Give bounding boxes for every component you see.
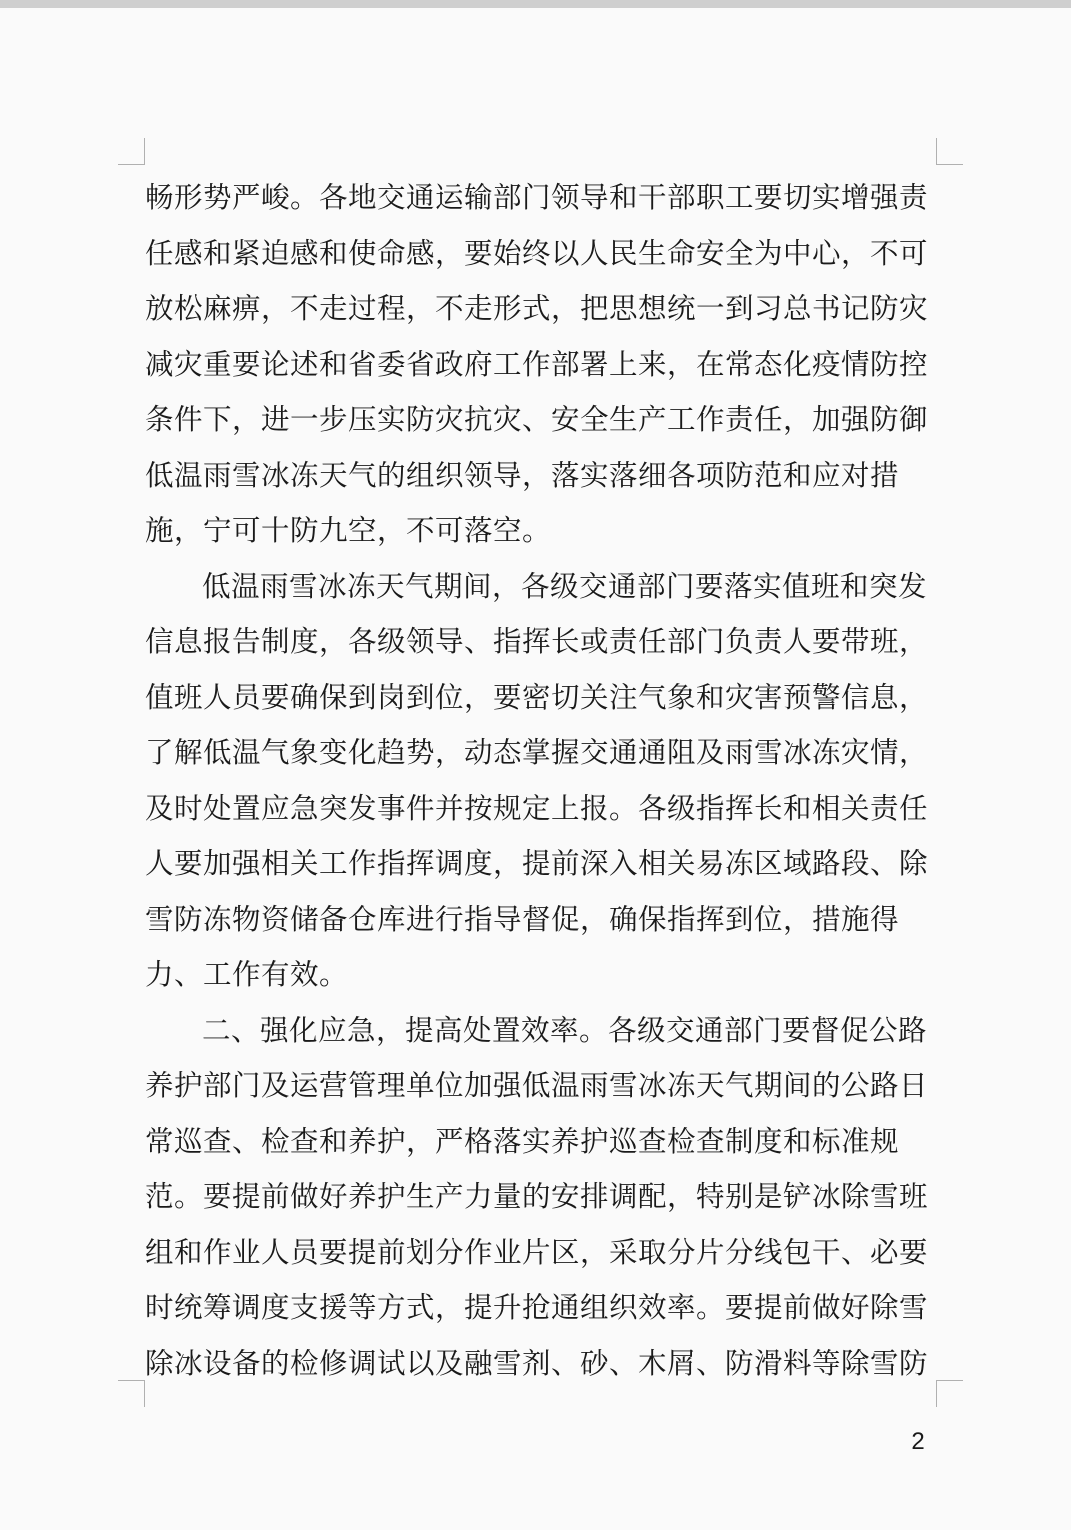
- text-line: 畅形势严峻。各地交通运输部门领导和干部职工要切实增强责: [145, 181, 929, 214]
- text-line: 除冰设备的检修调试以及融雪剂、砂、木屑、防滑料等除雪防: [145, 1346, 929, 1380]
- text-line: 值班人员要确保到岗到位，要密切关注气象和灾害预警信息，: [145, 680, 929, 714]
- crop-mark-top-right: [936, 138, 963, 165]
- text-line: 力、工作有效。: [145, 958, 349, 991]
- text-line: 条件下，进一步压实防灾抗灾、安全生产工作责任，加强防御: [145, 403, 929, 436]
- document-body: [145, 170, 929, 1391]
- text-line: 范。要提前做好养护生产力量的安排调配，特别是铲冰除雪班: [145, 1180, 929, 1213]
- text-line: 养护部门及运营管理单位加强低温雨雪冰冻天气期间的公路日: [145, 1069, 929, 1102]
- text-line: 人要加强相关工作指挥调度，提前深入相关易冻区域路段、除: [145, 847, 929, 880]
- paragraph-first-line: 二、强化应急，提高处置效率。各级交通部门要督促公路: [202, 1013, 928, 1047]
- text-line: 时统筹调度支援等方式，提升抢通组织效率。要提前做好除雪: [145, 1291, 929, 1324]
- page-number: 2: [911, 1428, 925, 1455]
- text-line: 常巡查、检查和养护，严格落实养护巡查检查制度和标准规: [145, 1124, 900, 1158]
- crop-mark-top-left: [118, 138, 145, 165]
- crop-mark-bottom-left: [118, 1380, 145, 1407]
- text-line: 放松麻痹，不走过程，不走形式，把思想统一到习总书记防灾: [145, 292, 929, 325]
- text-line: 及时处置应急突发事件并按规定上报。各级指挥长和相关责任: [145, 791, 929, 825]
- text-line: 雪防冻物资储备仓库进行指导督促，确保指挥到位，措施得: [145, 902, 900, 936]
- paragraph-first-line: 低温雨雪冰冻天气期间，各级交通部门要落实值班和突发: [202, 569, 928, 603]
- text-line: 施，宁可十防九空，不可落空。: [145, 514, 552, 547]
- crop-mark-bottom-right: [936, 1380, 963, 1407]
- text-line: 组和作业人员要提前划分作业片区，采取分片分线包干、必要: [145, 1235, 929, 1269]
- text-line: 减灾重要论述和省委省政府工作部署上来，在常态化疫情防控: [145, 347, 929, 381]
- text-line: 信息报告制度，各级领导、指挥长或责任部门负责人要带班，: [145, 625, 929, 658]
- text-line: 低温雨雪冰冻天气的组织领导，落实落细各项防范和应对措: [145, 458, 900, 492]
- text-line: 了解低温气象变化趋势，动态掌握交通通阻及雨雪冰冻灾情，: [145, 736, 929, 769]
- text-line: 任感和紧迫感和使命感，要始终以人民生命安全为中心，不可: [145, 236, 929, 270]
- viewer-top-strip: [0, 0, 1071, 8]
